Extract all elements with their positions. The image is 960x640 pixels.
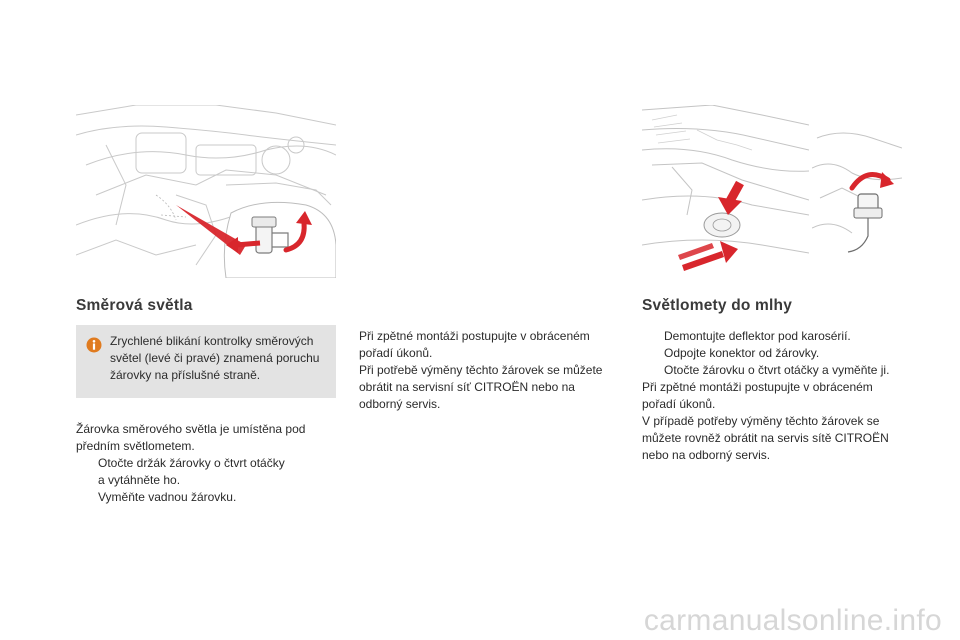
- fog-light-instructions: [642, 328, 912, 464]
- note-line: V případě potřeby výměny těchto žárovek se: [642, 414, 880, 428]
- intro-line: Žárovka směrového světla je umístěna pod: [76, 422, 306, 436]
- note-line: obrátit na servisní síť CITROËN nebo na: [359, 380, 575, 394]
- turn-signal-illustration: [76, 105, 336, 278]
- note-line: Při zpětné montáži postupujte v obráceném: [642, 380, 873, 394]
- step-item: [76, 455, 338, 489]
- step-item: [642, 362, 912, 379]
- fog-lamp-bumper-drawing: [642, 105, 809, 278]
- info-icon: [86, 337, 102, 353]
- step-line: Otočte žárovku o čtvrt otáčky a vyměňte ji.: [664, 363, 890, 377]
- step-item: [642, 328, 912, 345]
- step-line: Odpojte konektor od žárovky.: [664, 346, 820, 360]
- note-line: nebo na odborný servis.: [642, 448, 771, 462]
- step-item: [642, 345, 912, 362]
- note-line: pořadí úkonů.: [359, 346, 433, 360]
- note-line: pořadí úkonů.: [642, 397, 716, 411]
- watermark: carmanualsonline.info: [643, 604, 942, 637]
- turn-signal-drawing: [76, 105, 336, 278]
- step-line: Vyměňte vadnou žárovku.: [98, 490, 237, 504]
- note-line: Při potřebě výměny těchto žárovek se můžete: [359, 363, 603, 377]
- turn-signals-heading: Směrová světla: [76, 297, 193, 314]
- step-item: [76, 489, 338, 506]
- intro-line: předním světlometem.: [76, 439, 195, 453]
- note-line: odborný servis.: [359, 397, 441, 411]
- info-note-box: [76, 325, 336, 398]
- info-note-text: Zrychlené blikání kontrolky směrových světel (levé či pravé) znamená poruchu žárovky na příslušné straně.: [110, 334, 320, 382]
- note-line: Při zpětné montáži postupujte v obráceném: [359, 329, 590, 343]
- note-line: můžete rovněž obrátit na servis sítě CITROËN: [642, 431, 889, 445]
- step-line: a vytáhněte ho.: [98, 473, 181, 487]
- reassembly-note: [359, 328, 621, 413]
- fog-lamp-bulb-drawing: [812, 128, 902, 258]
- fog-lamp-bumper-illustration: [642, 105, 809, 278]
- fog-lights-heading: Světlomety do mlhy: [642, 297, 793, 314]
- fog-lamp-bulb-illustration: [812, 128, 902, 258]
- step-line: Demontujte deflektor pod karosérií.: [664, 329, 851, 343]
- turn-signal-instructions: [76, 421, 338, 506]
- step-line: Otočte držák žárovky o čtvrt otáčky: [98, 456, 285, 470]
